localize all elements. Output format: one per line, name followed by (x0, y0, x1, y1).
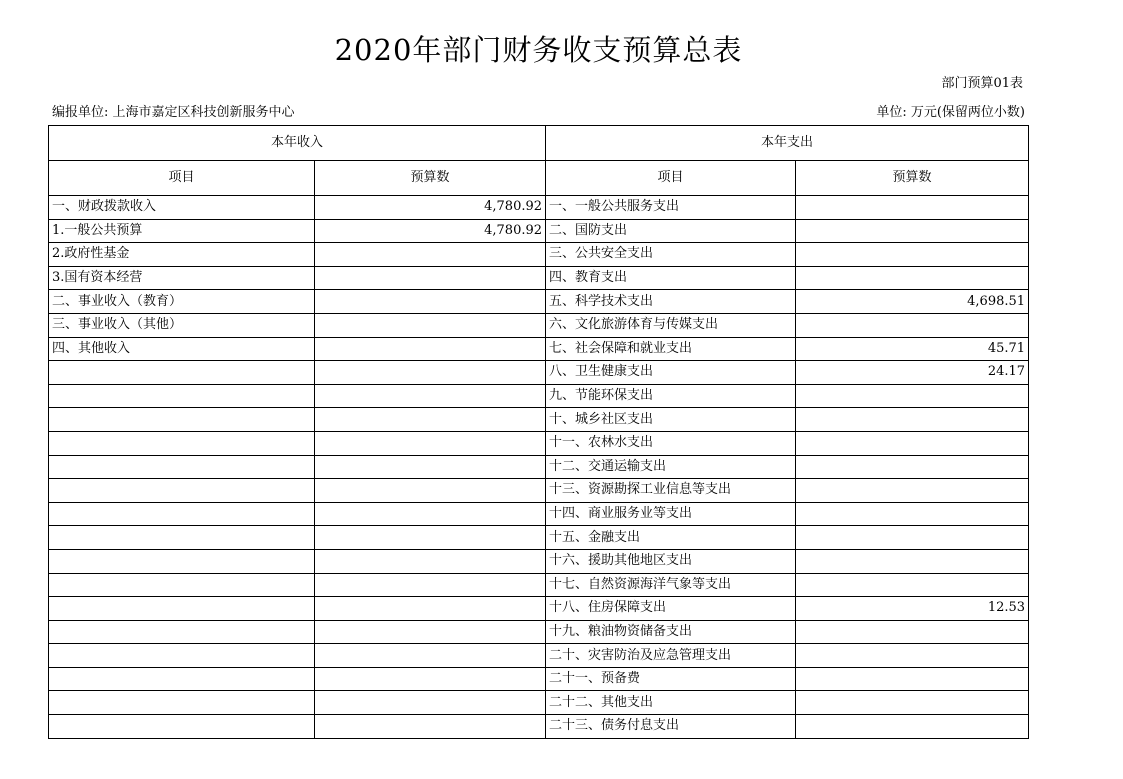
income-section-header: 本年收入 (49, 126, 546, 161)
income-amount-cell (315, 266, 546, 290)
expense-item-cell: 二十三、债务付息支出 (546, 715, 796, 739)
income-amount-cell (315, 526, 546, 550)
income-amount-cell (315, 431, 546, 455)
expense-item-cell: 四、教育支出 (546, 266, 796, 290)
expense-amount-header: 预算数 (796, 161, 1029, 196)
table-row (49, 290, 1029, 314)
income-amount-cell: 4,780.92 (315, 219, 546, 243)
expense-amount-cell (796, 573, 1029, 597)
table-row (49, 597, 1029, 621)
expense-item-header: 项目 (546, 161, 796, 196)
income-amount-cell (315, 384, 546, 408)
expense-item-cell: 六、文化旅游体育与传媒支出 (546, 313, 796, 337)
table-row (49, 313, 1029, 337)
expense-item-cell: 五、科学技术支出 (546, 290, 796, 314)
income-amount-cell (315, 337, 546, 361)
income-amount-cell (315, 502, 546, 526)
expense-item-cell: 二十二、其他支出 (546, 691, 796, 715)
income-item-cell (49, 620, 315, 644)
table-row (49, 337, 1029, 361)
table-row (49, 408, 1029, 432)
table-row (49, 455, 1029, 479)
reporting-unit: 编报单位: 上海市嘉定区科技创新服务中心 (52, 105, 295, 120)
expense-item-cell: 八、卫生健康支出 (546, 361, 796, 385)
income-amount-cell (315, 620, 546, 644)
table-row (49, 502, 1029, 526)
form-code: 部门预算01表 (941, 76, 1023, 91)
table-row (49, 667, 1029, 691)
income-item-cell (49, 502, 315, 526)
expense-amount-cell (796, 196, 1029, 220)
income-amount-cell (315, 549, 546, 573)
expense-amount-cell (796, 408, 1029, 432)
expense-item-cell: 二十、灾害防治及应急管理支出 (546, 644, 796, 668)
income-item-cell (49, 691, 315, 715)
income-amount-cell (315, 243, 546, 267)
income-item-cell: 3.国有资本经营 (49, 266, 315, 290)
expense-amount-cell (796, 266, 1029, 290)
table-row (49, 644, 1029, 668)
expense-item-cell: 十一、农林水支出 (546, 431, 796, 455)
table-row (49, 549, 1029, 573)
expense-item-cell: 十、城乡社区支出 (546, 408, 796, 432)
income-amount-cell (315, 644, 546, 668)
income-item-cell (49, 455, 315, 479)
income-amount-cell (315, 408, 546, 432)
table-row (49, 266, 1029, 290)
page-title: 2020年部门财务收支预算总表 (334, 33, 743, 67)
income-item-cell: 三、事业收入（其他） (49, 313, 315, 337)
expense-amount-cell (796, 691, 1029, 715)
income-item-cell (49, 573, 315, 597)
income-item-cell (49, 715, 315, 739)
expense-item-cell: 二十一、预备费 (546, 667, 796, 691)
expense-amount-cell (796, 455, 1029, 479)
income-item-cell (49, 549, 315, 573)
expense-item-cell: 十三、资源勘探工业信息等支出 (546, 479, 796, 503)
expense-amount-cell (796, 549, 1029, 573)
budget-table (48, 125, 1029, 739)
income-amount-cell (315, 573, 546, 597)
expense-item-cell: 十九、粮油物资储备支出 (546, 620, 796, 644)
income-amount-cell: 4,780.92 (315, 196, 546, 220)
expense-amount-cell (796, 313, 1029, 337)
column-header-row (49, 161, 1029, 196)
income-item-cell (49, 479, 315, 503)
income-amount-cell (315, 361, 546, 385)
income-item-cell (49, 361, 315, 385)
table-row (49, 691, 1029, 715)
income-item-cell (49, 384, 315, 408)
table-row (49, 479, 1029, 503)
expense-item-cell: 三、公共安全支出 (546, 243, 796, 267)
expense-amount-cell (796, 502, 1029, 526)
table-row (49, 361, 1029, 385)
income-amount-cell (315, 455, 546, 479)
expense-item-cell: 十四、商业服务业等支出 (546, 502, 796, 526)
expense-amount-cell: 4,698.51 (796, 290, 1029, 314)
expense-amount-cell (796, 384, 1029, 408)
income-item-cell: 二、事业收入（教育） (49, 290, 315, 314)
currency-unit: 单位: 万元(保留两位小数) (876, 105, 1025, 120)
table-row (49, 620, 1029, 644)
table-row (49, 431, 1029, 455)
expense-amount-cell (796, 219, 1029, 243)
table-row (49, 196, 1029, 220)
income-item-cell: 一、财政拨款收入 (49, 196, 315, 220)
income-amount-cell (315, 290, 546, 314)
income-item-cell (49, 431, 315, 455)
section-header-row (49, 126, 1029, 161)
income-item-cell: 1.一般公共预算 (49, 219, 315, 243)
expense-amount-cell: 12.53 (796, 597, 1029, 621)
expense-item-cell: 七、社会保障和就业支出 (546, 337, 796, 361)
expense-item-cell: 十六、援助其他地区支出 (546, 549, 796, 573)
expense-amount-cell (796, 620, 1029, 644)
income-item-cell (49, 408, 315, 432)
income-amount-cell (315, 597, 546, 621)
income-item-cell: 四、其他收入 (49, 337, 315, 361)
expense-amount-cell (796, 243, 1029, 267)
expense-amount-cell (796, 526, 1029, 550)
expense-amount-cell (796, 431, 1029, 455)
expense-item-cell: 十八、住房保障支出 (546, 597, 796, 621)
income-item-cell (49, 597, 315, 621)
table-row (49, 243, 1029, 267)
income-amount-cell (315, 667, 546, 691)
income-item-cell (49, 667, 315, 691)
income-amount-cell (315, 691, 546, 715)
income-amount-cell (315, 313, 546, 337)
income-item-cell: 2.政府性基金 (49, 243, 315, 267)
expense-item-cell: 十七、自然资源海洋气象等支出 (546, 573, 796, 597)
table-row (49, 526, 1029, 550)
table-row (49, 573, 1029, 597)
income-item-cell (49, 526, 315, 550)
expense-amount-cell (796, 715, 1029, 739)
expense-amount-cell: 24.17 (796, 361, 1029, 385)
income-amount-cell (315, 715, 546, 739)
expense-amount-cell (796, 667, 1029, 691)
income-item-cell (49, 644, 315, 668)
expense-item-cell: 十二、交通运输支出 (546, 455, 796, 479)
table-row (49, 219, 1029, 243)
income-amount-cell (315, 479, 546, 503)
expense-amount-cell: 45.71 (796, 337, 1029, 361)
expense-section-header: 本年支出 (546, 126, 1029, 161)
expense-item-cell: 九、节能环保支出 (546, 384, 796, 408)
expense-amount-cell (796, 479, 1029, 503)
income-amount-header: 预算数 (315, 161, 546, 196)
expense-item-cell: 二、国防支出 (546, 219, 796, 243)
expense-amount-cell (796, 644, 1029, 668)
table-row (49, 715, 1029, 739)
expense-item-cell: 十五、金融支出 (546, 526, 796, 550)
expense-item-cell: 一、一般公共服务支出 (546, 196, 796, 220)
table-row (49, 384, 1029, 408)
income-item-header: 项目 (49, 161, 315, 196)
